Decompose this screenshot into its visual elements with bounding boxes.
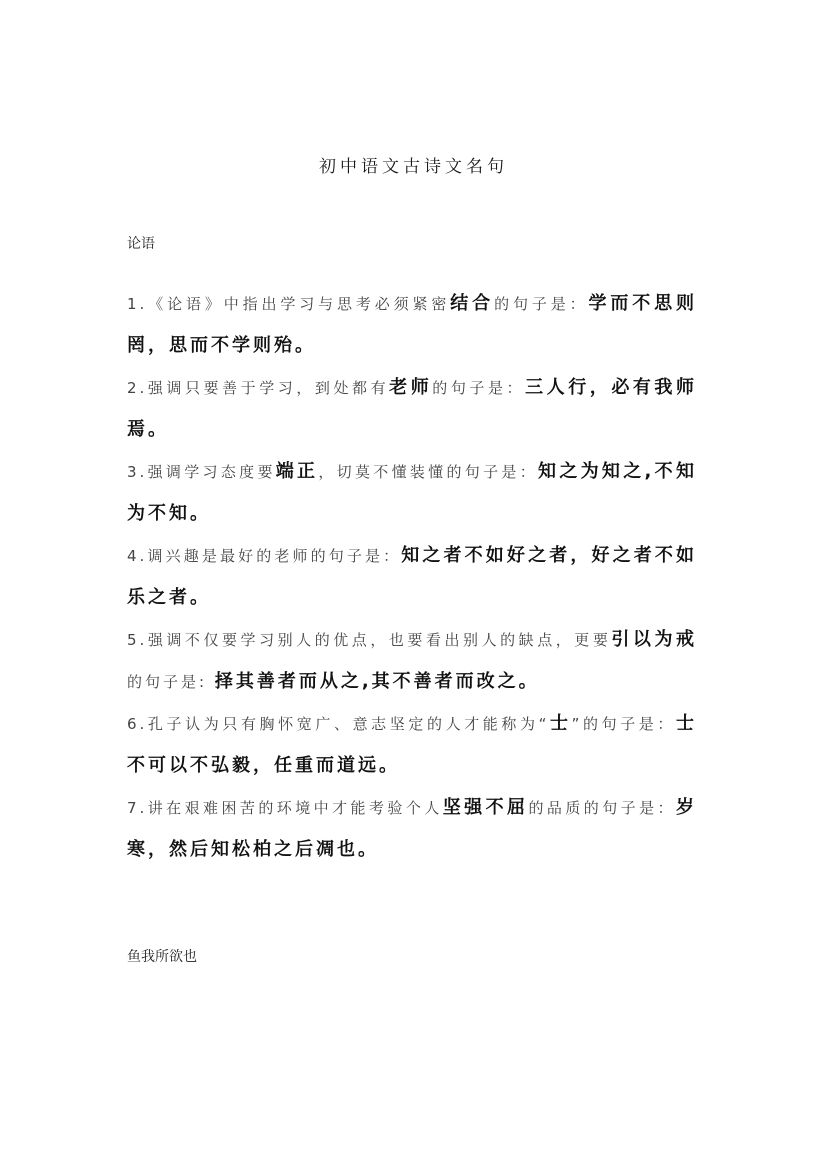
emphasized-text: 端正 xyxy=(275,461,319,482)
emphasized-text: 士不可以不弘毅，任重而道远。 xyxy=(127,713,698,776)
emphasized-text: 知之者不如好之者，好之者不如乐之者。 xyxy=(127,545,697,608)
emphasized-text: 择其善者而从之,其不善者而改之。 xyxy=(214,671,540,692)
list-item xyxy=(127,619,697,703)
list-item xyxy=(127,535,697,619)
item-text: 调兴趣是最好的老师的句子是： xyxy=(147,547,402,565)
emphasized-text: 三人行，必有我师焉。 xyxy=(127,377,697,440)
emphasized-text: 知之为知之,不知为不知。 xyxy=(127,461,697,524)
item-text: 的句子是： xyxy=(432,379,526,397)
item-text: ”的句子是： xyxy=(571,715,677,733)
emphasized-text: 老师 xyxy=(389,377,433,398)
item-text: 的句子是： xyxy=(494,295,589,313)
item-text: 强调只要善于学习，到处都有 xyxy=(147,379,390,397)
emphasized-text: 坚强不屈 xyxy=(442,797,529,818)
list-item xyxy=(127,703,697,787)
item-text: ，切莫不懂装懂的句子是： xyxy=(318,463,539,481)
item-number: 1. xyxy=(127,295,148,313)
emphasized-text: 引以为戒 xyxy=(611,629,697,650)
document-title: 初中语文古诗文名句 xyxy=(319,157,508,177)
item-number: 6. xyxy=(127,715,148,733)
item-text: 强调不仅要学习别人的优点，也要看出别人的缺点，更要 xyxy=(147,631,612,649)
item-text: 的句子是: xyxy=(127,673,215,691)
quote-list xyxy=(127,283,697,871)
emphasized-text: 岁寒，然后知松柏之后凋也。 xyxy=(127,797,697,860)
list-item xyxy=(127,367,697,451)
list-item xyxy=(127,283,697,367)
section-heading-lunyu: 论语 xyxy=(127,236,155,252)
item-number: 5. xyxy=(127,631,148,649)
item-number: 3. xyxy=(127,463,148,481)
emphasized-text: 士 xyxy=(549,713,572,734)
emphasized-text: 学而不思则罔，思而不学则殆。 xyxy=(127,293,697,356)
item-text: 的品质的句子是： xyxy=(528,799,676,817)
emphasized-text: 结合 xyxy=(450,293,495,314)
item-number: 4. xyxy=(127,547,148,565)
item-text: 讲在艰难困苦的环境中才能考验个人 xyxy=(147,799,443,817)
item-text: 强调学习态度要 xyxy=(147,463,276,481)
item-number: 2. xyxy=(127,379,148,397)
list-item xyxy=(127,787,697,871)
item-text: 孔子认为只有胸怀宽广、意志坚定的人才能称为“ xyxy=(147,715,550,733)
item-number: 7. xyxy=(127,799,148,817)
list-item xyxy=(127,451,697,535)
section-heading-yu-wo-suo-yu-ye: 鱼我所欲也 xyxy=(127,949,197,965)
item-text: 《论语》中指出学习与思考必须紧密 xyxy=(147,295,451,313)
